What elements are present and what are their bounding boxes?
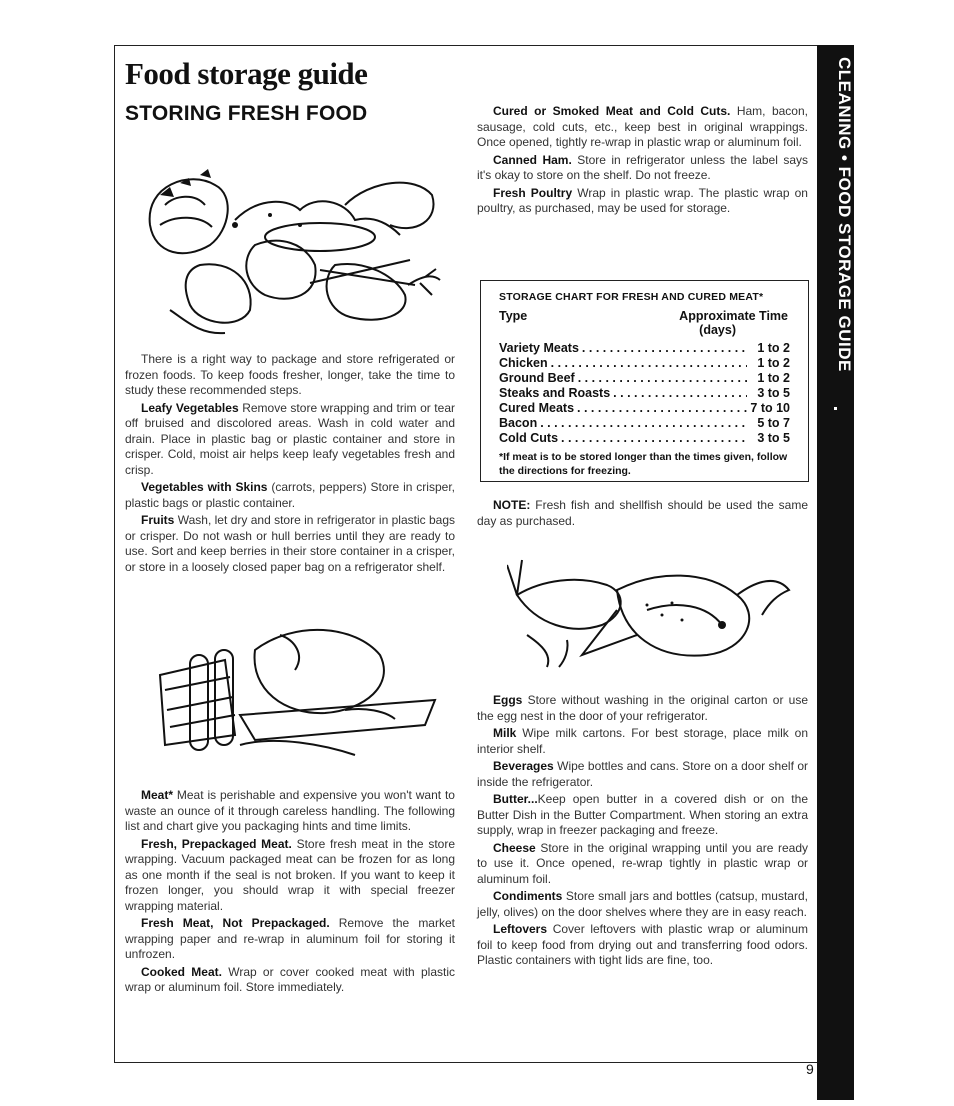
chart-rows [499, 341, 790, 446]
row-type: Steaks and Roasts [499, 386, 611, 400]
beverages-text: Wipe bottles and cans. Store on a door shelf or inside the refrigerator. [477, 759, 808, 789]
poultry-lead: Fresh Poultry [493, 185, 573, 200]
chart-row [499, 401, 790, 416]
eggs-lead: Eggs [493, 693, 523, 707]
note-lead: NOTE: [493, 498, 531, 512]
cooked-paragraph [125, 965, 455, 996]
row-days: 1 to 2 [757, 356, 790, 370]
side-tab-label: CLEANING • FOOD STORAGE GUIDE [835, 57, 854, 372]
skins-text: (carrots, peppers) Store in crisper, plastic bags or plastic container. [125, 480, 455, 510]
chart-row [499, 386, 790, 401]
chart-row [499, 431, 790, 446]
chart-footnote: *If meat is to be stored longer than the times given, follow the directions for freezing. [499, 451, 788, 477]
page-title: Food storage guide [125, 56, 368, 91]
prepack-paragraph [125, 837, 455, 915]
storage-chart [480, 280, 809, 482]
notprepack-paragraph [125, 916, 455, 963]
vegetables-illustration [140, 165, 445, 340]
poultry-paragraph [477, 186, 808, 217]
cooked-lead: Cooked Meat. [141, 964, 222, 979]
fruits-paragraph [125, 513, 455, 575]
ham-text: Store in refrigerator unless the label says it's okay to store on the shelf. Do not freeze. [477, 152, 809, 182]
chart-col-time: Approximate Time [679, 309, 788, 323]
prepack-lead: Fresh, Prepackaged Meat. [141, 836, 292, 851]
eggs-paragraph [477, 693, 808, 724]
milk-lead: Milk [493, 726, 517, 740]
meat-paragraph [125, 788, 455, 835]
chart-row [499, 341, 790, 356]
notprepack-text: Remove the market wrapping paper and re-wrap in aluminum foil for storing it unfrozen. [125, 916, 455, 961]
side-tab [817, 45, 854, 1100]
notprepack-lead: Fresh Meat, Not Prepackaged. [141, 916, 330, 930]
chart-title: STORAGE CHART FOR FRESH AND CURED MEAT* [499, 291, 764, 303]
side-tab-dot [834, 407, 837, 410]
condiments-text: Store small jars and bottles (catsup, mustard, jelly, olives) on the door shelves where they are in easy reach. [477, 889, 808, 919]
cured-paragraph [477, 104, 808, 151]
row-type: Bacon [499, 416, 538, 430]
row-days: 1 to 2 [757, 341, 790, 355]
row-days: 7 to 10 [750, 401, 790, 415]
chart-row [499, 356, 790, 371]
leftovers-paragraph [477, 922, 808, 969]
chart-col-type: Type [499, 309, 528, 323]
note-paragraph [477, 498, 808, 529]
leftovers-lead: Leftovers [493, 922, 548, 936]
fruits-text: Wash, let dry and store in refrigerator in plastic bags or crisper. Do not wash or hull berries until they are ready to use. Sort and keep berries in their store container in a crisper, or store in a loosely closed paper bag on a refrigerator shelf. [125, 513, 455, 574]
cheese-paragraph [477, 841, 808, 888]
meat-illustration [145, 615, 450, 765]
cured-lead: Cured or Smoked Meat and Cold Cuts. [493, 104, 731, 118]
condiments-lead: Condiments [493, 889, 563, 903]
row-type: Chicken [499, 356, 548, 370]
chart-header [499, 309, 788, 323]
skins-lead: Vegetables with Skins [141, 480, 268, 494]
page-number: 9 [806, 1061, 814, 1077]
cheese-lead: Cheese [493, 840, 536, 855]
note-block [477, 498, 808, 531]
row-type: Variety Meats [499, 341, 579, 355]
right-column-top [477, 104, 808, 219]
ham-paragraph [477, 153, 808, 184]
poultry-text: Wrap in plastic wrap. The plastic wrap on poultry, as purchased, may be used for storage. [477, 185, 808, 215]
row-days: 5 to 7 [757, 416, 790, 430]
intro-paragraph: There is a right way to package and store refrigerated or frozen foods. To keep foods fresher, longer, take the time to study these recommended steps. [125, 352, 455, 397]
cooked-text: Wrap or cover cooked meat with plastic wrap or aluminum foil. Store immediately. [125, 964, 455, 994]
row-days: 3 to 5 [757, 386, 790, 400]
left-column-intro [125, 352, 455, 577]
left-column-meat [125, 788, 455, 998]
leafy-paragraph [125, 401, 455, 479]
chart-col-unit: (days) [699, 323, 736, 337]
prepack-text: Store fresh meat in the store wrapping. Vacuum packaged meat can be frozen for as long as one month if the seal is not broken. If you want to keep it frozen longer, you should wrap it with special freezer wrapping material. [125, 836, 455, 913]
milk-paragraph [477, 726, 808, 757]
eggs-text: Store without washing in the original carton or use the egg nest in the door of your refrigerator. [477, 693, 809, 723]
fish-illustration [507, 555, 792, 670]
leftovers-text: Cover leftovers with plastic wrap or aluminum foil to keep food from drying out and transferring food odors. Plastic containers with tight lids are fine, too. [477, 922, 808, 967]
section-heading: STORING FRESH FOOD [125, 102, 368, 125]
cheese-text: Store in the original wrapping until you are ready to use it. Once opened, re-wrap tightly in plastic wrap or aluminum foil. [477, 840, 808, 886]
beverages-lead: Beverages [493, 759, 554, 773]
meat-text: Meat is perishable and expensive you won't want to waste an ounce of it through careless handling. The following list and chart give you packaging hints and time limits. [125, 788, 455, 833]
leafy-lead: Leafy Vegetables [141, 400, 239, 415]
note-text: Fresh fish and shellfish should be used the same day as purchased. [477, 498, 808, 528]
leafy-text: Remove store wrapping and trim or tear off bruised and discolored areas. Wash in cold water and drain. Place in plastic bag or plastic container and store in crisper. Cold, moist air helps keep leafy vegetables fresh and crisp. [125, 400, 455, 477]
butter-text: Keep open butter in a covered dish or on the Butter Dish in the Butter Compartment. When storing an extra supply, wrap in freezer packaging and freeze. [477, 792, 808, 837]
fruits-lead: Fruits [141, 513, 175, 527]
butter-paragraph [477, 792, 808, 839]
row-days: 1 to 2 [757, 371, 790, 385]
cured-text: Ham, bacon, sausage, cold cuts, etc., keep best in original wrappings. Once opened, tightly re-wrap in plastic wrap or aluminum foil. [477, 104, 808, 149]
chart-row [499, 416, 790, 431]
row-type: Cured Meats [499, 401, 575, 415]
row-type: Cold Cuts [499, 431, 559, 445]
chart-row [499, 371, 790, 386]
ham-lead: Canned Ham. [493, 152, 572, 167]
condiments-paragraph [477, 889, 808, 920]
skins-paragraph [125, 480, 455, 511]
butter-lead: Butter... [493, 792, 538, 806]
row-type: Ground Beef [499, 371, 575, 385]
beverages-paragraph [477, 759, 808, 790]
milk-text: Wipe milk cartons. For best storage, place milk on interior shelf. [477, 726, 808, 756]
row-days: 3 to 5 [757, 431, 790, 445]
right-column-bottom [477, 693, 808, 971]
meat-lead: Meat* [141, 788, 174, 802]
